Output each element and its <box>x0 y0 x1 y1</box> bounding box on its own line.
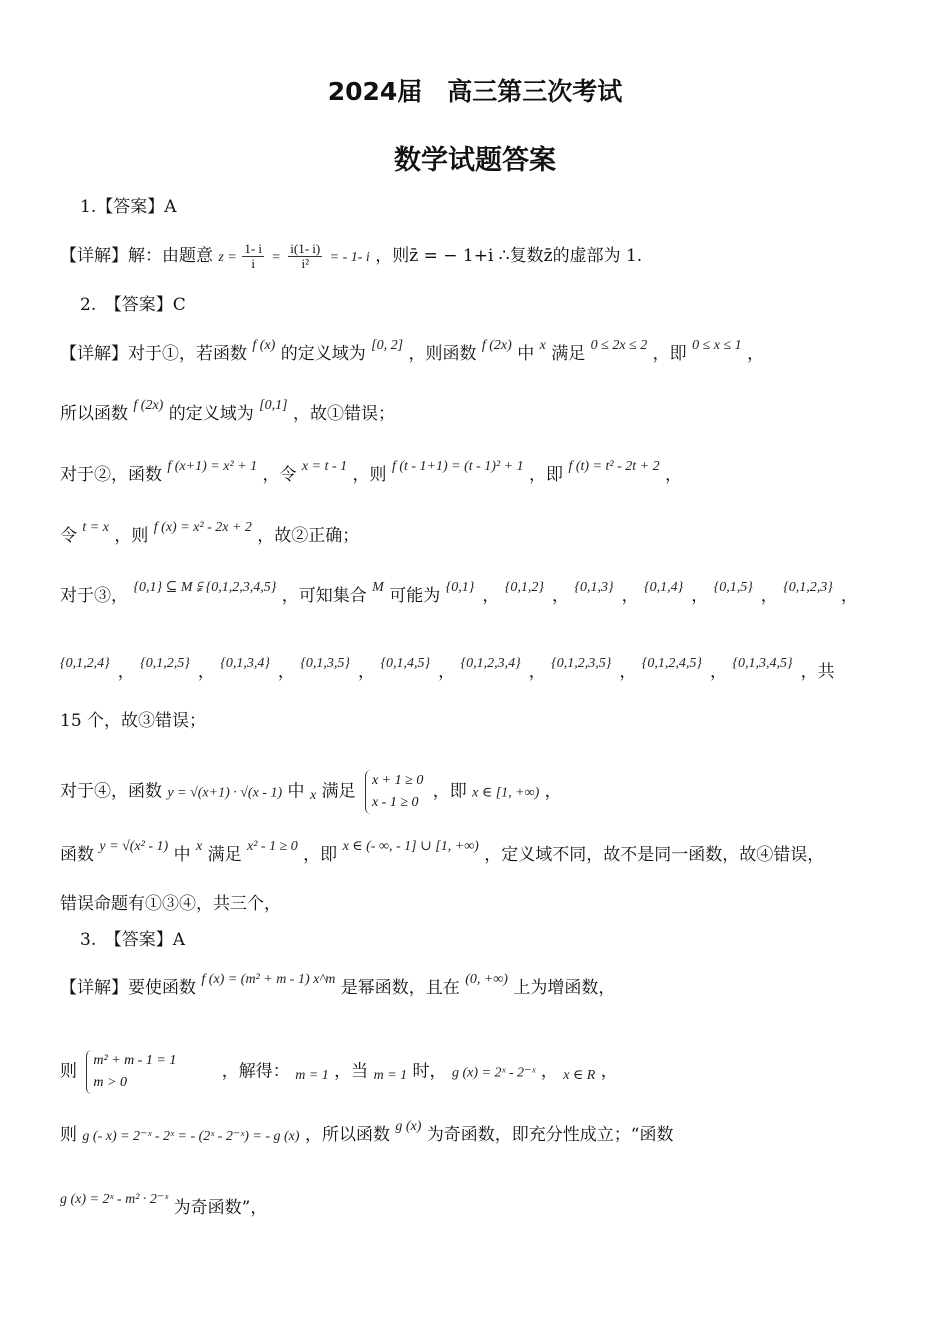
q2-l3-b: ，令 <box>262 465 297 485</box>
q1-detail: 【详解】解：由题意 z = $\frac{1- i}{i}$ = $\frac{i(1- i)}{\text{i²}}$ = - 1- i ，则z̄ = − 1+i ∴复数z̄的虚部为 1. <box>60 241 643 271</box>
q2-l3-end: ， <box>664 465 682 485</box>
q2-answer: 2. 【答案】C <box>80 295 186 315</box>
q3-l2-m: m = 1 <box>295 1067 329 1083</box>
q3-line4 <box>60 1192 910 1222</box>
q2-l8-system <box>365 770 423 814</box>
q3-l2-R: x ∈ R <box>563 1067 596 1083</box>
set-item: {0,1,2} <box>504 580 544 595</box>
set-item: {0,1,3,5} <box>300 656 351 671</box>
q1-z: z = <box>218 250 241 265</box>
set-item: {0,1,4,5} <box>380 656 431 671</box>
q2-l5-a: 对于③， <box>60 586 128 606</box>
q2-l1-a: 【详解】对于①，若函数 <box>60 344 247 364</box>
q2-l6-end: ，共 <box>800 662 835 682</box>
q3-l2-b: ，解得： <box>221 1061 290 1082</box>
q2-line2 <box>60 398 910 428</box>
q3-l3-g2: g (x) <box>395 1119 422 1134</box>
q1-detail-suffix: ，则z̄ = − 1+i ∴复数z̄的虚部为 1. <box>375 246 643 266</box>
q2-l1-e: 满足 <box>551 344 586 364</box>
q3-l2-end: ， <box>600 1061 618 1082</box>
q3-l1-f: f (x) = (m² + m - 1) x^m <box>201 972 336 987</box>
set-item: {0,1} <box>445 580 475 595</box>
q3-l4-g: g (x) = 2ˣ - m² · 2⁻ˣ <box>60 1192 169 1207</box>
set-item: {0,1,2,3,5} <box>551 656 612 671</box>
q2-l1-dom: [0, 2] <box>371 338 404 353</box>
q2-l3-d: ，即 <box>529 465 564 485</box>
q3-l2-g: g (x) = 2ˣ - 2⁻ˣ <box>451 1065 536 1081</box>
q2-l1-b: 的定义域为 <box>280 344 366 364</box>
q2-l3-f2: f (t - 1+1) = (t - 1)² + 1 <box>391 459 524 474</box>
q3-l2-sys1: m² + m - 1 = 1 <box>93 1053 177 1068</box>
q2-l3-f: f (x+1) = x² + 1 <box>167 459 258 474</box>
q2-l8-x: x <box>309 787 317 803</box>
q2-line7: 15 个，故③错误； <box>60 711 207 731</box>
set-item: {0,1,2,4} <box>60 656 110 671</box>
set-item: {0,1,2,5} <box>140 656 190 671</box>
q2-l8-sys2: x - 1 ≥ 0 <box>371 795 419 810</box>
q3-l3-g: g (- x) = 2⁻ˣ - 2ˣ = - (2ˣ - 2⁻ˣ) = - g (x) <box>82 1129 300 1144</box>
q2-l8-a: 对于④，函数 <box>60 781 162 802</box>
q1-frac1-den: i <box>251 256 255 271</box>
q2-l8-b: 中 <box>287 781 305 802</box>
q2-l1-f: f (x) <box>252 338 276 353</box>
q2-l5-b: ，可知集合 <box>281 586 367 606</box>
q2-l8-c: 满足 <box>321 781 356 802</box>
q1-frac1 <box>242 242 264 271</box>
q2-l9-x: x <box>195 839 203 854</box>
q2-l5-rel: {0,1} ⊆ M ⫋ {0,1,2,3,4,5} <box>133 580 277 595</box>
q3-l3-a: 则 <box>60 1125 77 1145</box>
q2-l9-c: 满足 <box>207 845 242 865</box>
page-title: 2024届 高三第三次考试 <box>327 77 623 106</box>
q2-line10: 错误命题有①③④，共三个， <box>60 894 281 914</box>
q1-frac2-num: i(1- i) <box>290 241 321 256</box>
q2-l4-c: ，故②正确； <box>257 526 360 546</box>
q2-l1-c: ，则函数 <box>408 344 477 364</box>
q2-l5-M: M <box>372 580 384 595</box>
q3-l4-b: 为奇函数”， <box>173 1198 268 1218</box>
q2-l4-f: f (x) = x² - 2x + 2 <box>153 520 252 535</box>
q2-l1-x: x <box>539 338 546 353</box>
q3-l1-dom: (0, +∞) <box>465 972 508 987</box>
q3-l1-c: 上为增函数， <box>513 978 616 998</box>
q2-l1-ineq: 0 ≤ 2x ≤ 2 <box>590 338 648 353</box>
q2-l1-end: ， <box>747 344 765 364</box>
q2-l2-a: 所以函数 <box>60 404 128 424</box>
q2-l9-d: ，即 <box>303 845 338 865</box>
q2-l4-b: ，则 <box>114 526 149 546</box>
q2-l4-sub: t = x <box>82 520 109 535</box>
q2-l4-a: 令 <box>60 526 77 546</box>
q1-answer: 1.【答案】A <box>80 197 177 217</box>
q2-l8-d: ，即 <box>432 781 467 802</box>
q2-line6: $^{\{0,1,2,4\}}$ ， $^{\{0,1,2,5\}}$ ， $^{\{0,1,3,4\}}$ ， $^{\{0,1,3,5\}}$ ， $^{\{0,1,4,5\}}$ ， $^{\{0,1,2,3,4\}}$ ， $^{\{0,1,2,3,5\}}$ ， $^{\{0,1,2,4,5\}}$ ， $^{\{0,1,3,4,5\}}$ ，共 <box>60 656 835 682</box>
q2-l9-a: 函数 <box>60 845 94 865</box>
q2-line8 <box>60 770 910 814</box>
q2-l8-dom: x ∈ [1, +∞) <box>472 785 540 801</box>
q3-answer: 3. 【答案】A <box>80 930 185 950</box>
q3-line1 <box>60 972 910 1002</box>
q2-l8-sys1: x + 1 ≥ 0 <box>371 773 424 788</box>
q2-l1-ineq2: 0 ≤ x ≤ 1 <box>692 338 742 353</box>
q2-line5: 对于③， $^{\{0,1\} ⊆ M ⫋ \{0,1,2,3,4,5\}}$ ，可知集合 $^M$ 可能为 $^{\{0,1\}}$ ， $^{\{0,1,2\}}$ ， $^{\{0,1,3\}}$ ， $^{\{0,1,4\}}$ ， $^{\{0,1,5\}}$ ， $^{\{0,1,2,3\}}$ ， <box>60 580 858 606</box>
q3-l2-m2: m = 1 <box>373 1067 408 1083</box>
q3-l2-a: 则 <box>60 1061 77 1082</box>
q3-l3-b: ，所以函数 <box>304 1125 390 1145</box>
set-item: {0,1,3,4,5} <box>732 656 793 671</box>
q1-result: = - 1- i <box>329 250 370 265</box>
q2-line1 <box>60 338 910 368</box>
q2-l1-d: 中 <box>517 344 535 364</box>
set-item: {0,1,3} <box>574 580 614 595</box>
set-item: {0,1,3,4} <box>220 656 270 671</box>
q3-l2-e: ， <box>540 1061 558 1082</box>
page-subtitle: 数学试题答案 <box>394 145 556 176</box>
q2-line3 <box>60 459 910 489</box>
q2-l2-f: f (2x) <box>133 398 164 413</box>
q2-l9-e: ，定义域不同，故不是同一函数，故④错误， <box>484 845 825 865</box>
q2-l1-f2: f (2x) <box>481 338 512 353</box>
q2-l3-c: ，则 <box>352 465 387 485</box>
q3-l2-sys2: m > 0 <box>93 1075 127 1090</box>
q1-detail-prefix: 【详解】解：由题意 <box>60 246 213 266</box>
q3-line2 <box>60 1050 910 1094</box>
q2-line9 <box>60 839 910 869</box>
q2-line4 <box>60 520 910 550</box>
q2-l1-f3: ，即 <box>652 344 687 364</box>
q2-l5-c: 可能为 <box>389 586 441 606</box>
q2-l8-end: ， <box>544 781 562 802</box>
q3-l2-d: 时， <box>412 1061 447 1082</box>
set-item: {0,1,4} <box>643 580 684 595</box>
q2-l9-ineq: x² - 1 ≥ 0 <box>247 839 298 854</box>
q1-frac2-den: i² <box>301 256 310 271</box>
q3-l1-a: 【详解】要使函数 <box>60 978 196 998</box>
q2-l3-a: 对于②，函数 <box>60 465 162 485</box>
q3-l2-c: ，当 <box>334 1061 369 1082</box>
set-item: {0,1,2,3} <box>783 580 833 595</box>
q2-l3-sub: x = t - 1 <box>301 459 348 474</box>
q2-l9-dom: x ∈ (- ∞, - 1] ∪ [1, +∞) <box>342 839 479 854</box>
q2-l2-b: 的定义域为 <box>168 404 254 424</box>
q2-l2-c: ，故①错误； <box>292 404 395 424</box>
set-item: {0,1,2,4,5} <box>641 656 702 671</box>
set-item: {0,1,2,3,4} <box>460 656 521 671</box>
q2-l2-dom: [0,1] <box>259 398 288 413</box>
q3-l3-c: 为奇函数，即充分性成立；“函数 <box>426 1125 674 1145</box>
q3-l2-system <box>86 1050 176 1094</box>
q2-l9-b: 中 <box>173 845 191 865</box>
q1-frac1-num: 1- i <box>244 241 263 256</box>
q3-line3 <box>60 1119 910 1149</box>
q2-l3-f3: f (t) = t² - 2t + 2 <box>568 459 660 474</box>
q3-l1-b: 是幂函数，且在 <box>340 978 460 998</box>
set-item: {0,1,5} <box>713 580 753 595</box>
q1-frac2 <box>288 242 322 271</box>
q2-l8-f: y = √(x+1) · √(x - 1) <box>167 785 283 801</box>
q2-l9-f: y = √(x² - 1) <box>99 839 169 854</box>
